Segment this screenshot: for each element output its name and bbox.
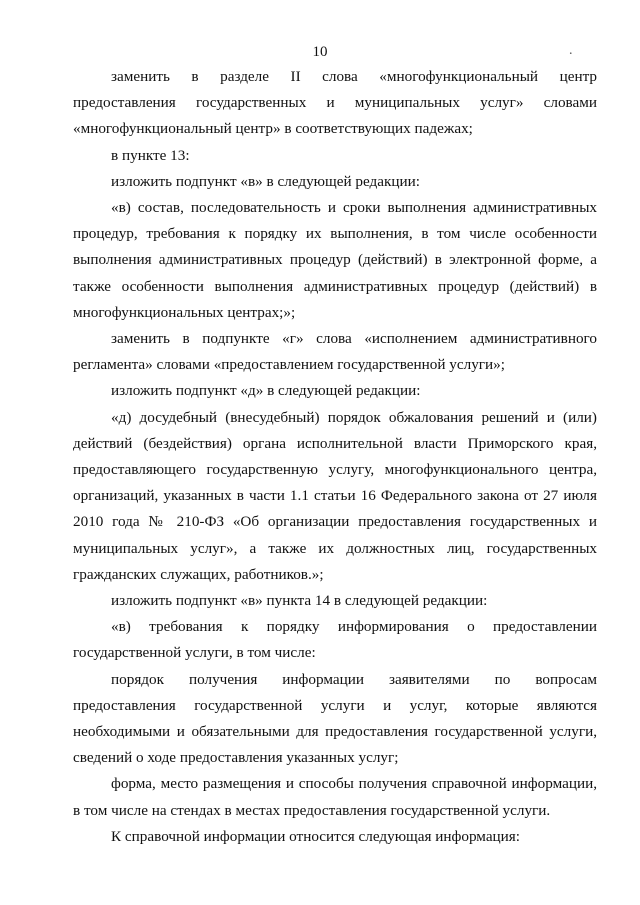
paragraph-8: изложить подпункт «в» пункта 14 в следующей редакции: xyxy=(111,592,488,610)
document-body xyxy=(73,64,597,850)
page-number: 10 xyxy=(312,44,328,60)
paragraph-1: заменить в разделе II слова «многофункциональный центр предоставления государственных и муниципальных услуг» словами «многофункциональный центр» в соответствующих падежах; xyxy=(73,68,597,138)
paragraph-10: порядок получения информации заявителями по вопросам предоставления государственной услуги и услуг, которые являются необходимыми и обязательными для предоставления государственной услуги, сведений о ходе предоставления указанных услуг; xyxy=(73,670,597,767)
paragraph-7: «д) досудебный (внесудебный) порядок обжалования решений и (или) действий (бездействия) органа исполнительной власти Приморского края, предоставляющего государственную услугу, многофункционального центра, организаций, указанных в части 1.1 статьи 16 Федерального закона от 27 июля 2010 года № 210-ФЗ «Об организации предоставления государственных и муниципальных услуг», а также их должностных лиц, государственных гражданских служащих, работников.»; xyxy=(73,408,597,583)
paragraph-9: «в) требования к порядку информирования о предоставлении государственной услуги, в том числе: xyxy=(73,618,597,662)
paragraph-3: изложить подпункт «в» в следующей редакции: xyxy=(111,172,420,190)
paragraph-11: форма, место размещения и способы получения справочной информации, в том числе на стендах в местах предоставления государственной услуги. xyxy=(73,775,597,819)
paragraph-6: изложить подпункт «д» в следующей редакции: xyxy=(111,382,421,400)
paragraph-12: К справочной информации относится следующая информация: xyxy=(111,827,521,845)
paragraph-5: заменить в подпункте «г» слова «исполнением административного регламента» словами «предоставлением государственной услуги»; xyxy=(73,330,597,374)
paragraph-4: «в) состав, последовательность и сроки выполнения административных процедур, требования к порядку их выполнения, в том числе особенности выполнения административных процедур (действий) в электронной форме, а также особенности выполнения административных процедур (действий) в многофункциональных центрах;»; xyxy=(73,199,597,321)
paragraph-2: в пункте 13: xyxy=(111,146,190,164)
corner-mark: . xyxy=(569,43,573,58)
